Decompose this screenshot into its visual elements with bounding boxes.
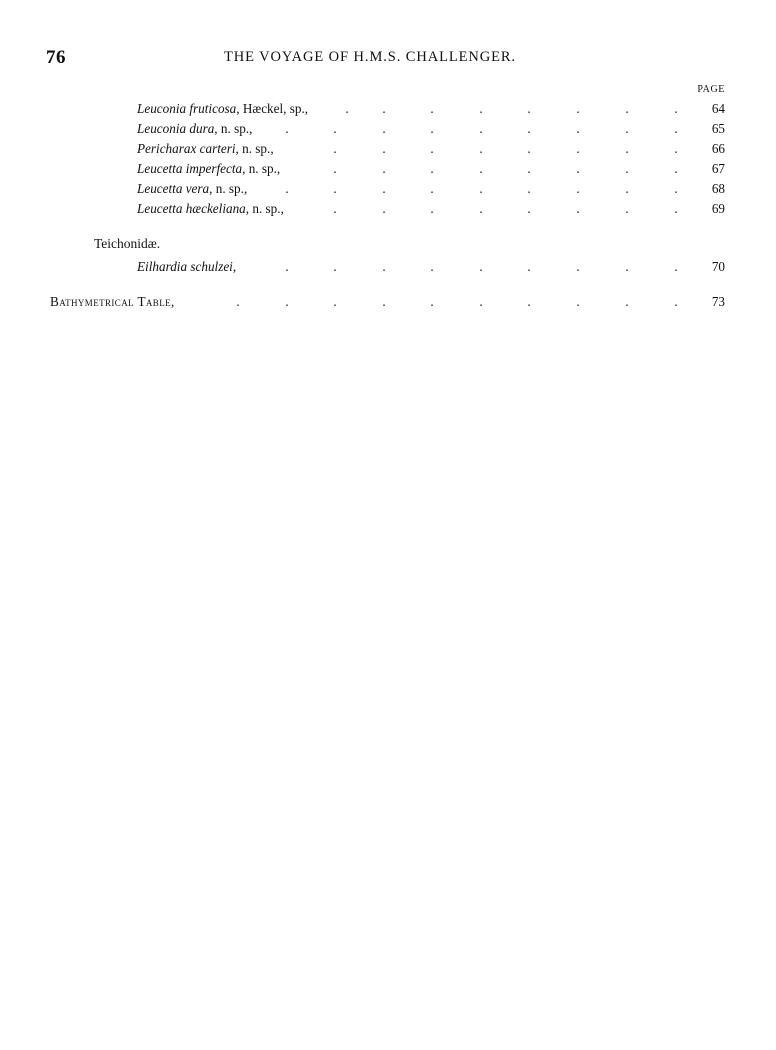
leader-dot: . <box>430 259 434 274</box>
leader-dot: . <box>576 294 580 309</box>
leader-dot: . <box>382 141 386 156</box>
species-name: Eilhardia schulzei <box>137 259 233 274</box>
leader-dot: . <box>625 161 629 176</box>
leader-dot: . <box>333 141 337 156</box>
leader-dot: . <box>382 161 386 176</box>
leader-dot: . <box>527 294 531 309</box>
leader-dot: . <box>625 121 629 136</box>
leader-dot: . <box>285 259 289 274</box>
leader-dot: . <box>430 101 434 116</box>
leader-dot: . <box>430 121 434 136</box>
leader-dot: . <box>674 294 678 309</box>
leader-dot: . <box>430 141 434 156</box>
running-title: THE VOYAGE OF H.M.S. CHALLENGER. <box>224 49 516 65</box>
toc-entry <box>0 179 776 199</box>
entry-suffix: , n. sp., <box>235 141 274 156</box>
leader-dot: . <box>576 259 580 274</box>
entry-suffix: , n. sp., <box>242 161 281 176</box>
leader-dot: . <box>674 201 678 216</box>
leader-dot: . <box>236 294 240 309</box>
leader-dot: . <box>479 181 483 196</box>
page-column-label: PAGE <box>697 84 725 95</box>
leader-dot: . <box>527 161 531 176</box>
page-number: 76 <box>46 47 66 68</box>
leader-dot: . <box>527 141 531 156</box>
leader-dot: . <box>430 181 434 196</box>
toc-entry <box>0 159 776 179</box>
species-name: Leuconia dura <box>137 121 215 136</box>
leader-dot: . <box>479 259 483 274</box>
toc-entry <box>0 199 776 219</box>
appendix-label: Bathymetrical Table, <box>50 294 175 309</box>
leader-dot: . <box>333 181 337 196</box>
toc-appendix-entry <box>0 292 776 312</box>
page-ref: 66 <box>711 141 725 156</box>
leader-dot: . <box>333 294 337 309</box>
leader-dot: . <box>430 161 434 176</box>
page-ref: 65 <box>711 121 725 136</box>
leader-dot: . <box>625 181 629 196</box>
toc-entry <box>0 257 776 277</box>
leader-dot: . <box>479 101 483 116</box>
leader-dot: . <box>674 259 678 274</box>
family-heading: Teichonidæ. <box>94 236 161 251</box>
leader-dot: . <box>479 201 483 216</box>
species-name: Leuconia fruticosa <box>137 101 237 116</box>
leader-dot: . <box>527 259 531 274</box>
leader-dot: . <box>527 121 531 136</box>
leader-dot: . <box>625 141 629 156</box>
leader-dot: . <box>479 161 483 176</box>
page-ref: 67 <box>711 161 725 176</box>
leader-dot: . <box>382 259 386 274</box>
leader-dot: . <box>333 259 337 274</box>
leader-dot: . <box>576 161 580 176</box>
entry-suffix: , n. sp., <box>245 201 284 216</box>
leader-dot: . <box>527 101 531 116</box>
leader-dot: . <box>674 121 678 136</box>
leader-dot: . <box>285 121 289 136</box>
leader-dot: . <box>333 201 337 216</box>
leader-dot: . <box>576 181 580 196</box>
leader-dot: . <box>527 181 531 196</box>
leader-dot: . <box>285 181 289 196</box>
leader-dot: . <box>674 161 678 176</box>
leader-dot: . <box>382 294 386 309</box>
leader-dot: . <box>527 201 531 216</box>
leader-dot: . <box>576 121 580 136</box>
leader-dot: . <box>674 181 678 196</box>
leader-dot: . <box>430 201 434 216</box>
leader-dot: . <box>576 101 580 116</box>
leader-dot: . <box>479 121 483 136</box>
species-name: Leucetta vera <box>137 181 210 196</box>
entry-suffix: , n. sp., <box>214 121 253 136</box>
species-name: Leucetta imperfecta <box>137 161 243 176</box>
leader-dot: . <box>674 141 678 156</box>
leader-dot: . <box>625 294 629 309</box>
page-ref: 70 <box>711 259 725 274</box>
leader-dot: . <box>625 201 629 216</box>
leader-dot: . <box>382 101 386 116</box>
leader-dot: . <box>345 101 349 116</box>
page-ref: 64 <box>711 101 725 116</box>
leader-dot: . <box>430 294 434 309</box>
toc-entry <box>0 139 776 159</box>
leader-dot: . <box>625 259 629 274</box>
toc-entry <box>0 99 776 119</box>
leader-dot: . <box>333 161 337 176</box>
entry-suffix: , Hæckel, sp., <box>236 101 309 116</box>
leader-dot: . <box>479 141 483 156</box>
species-name: Pericharax carteri <box>137 141 236 156</box>
page-ref: 68 <box>711 181 725 196</box>
species-name: Leucetta hæckeliana <box>137 201 246 216</box>
leader-dot: . <box>382 201 386 216</box>
leader-dot: . <box>382 121 386 136</box>
leader-dot: . <box>674 101 678 116</box>
page-ref: 73 <box>711 294 725 309</box>
leader-dot: . <box>333 121 337 136</box>
leader-dot: . <box>382 181 386 196</box>
page-ref: 69 <box>711 201 725 216</box>
leader-dot: . <box>285 294 289 309</box>
leader-dot: . <box>625 101 629 116</box>
entry-suffix: , <box>232 259 237 274</box>
leader-dot: . <box>576 201 580 216</box>
entry-suffix: , n. sp., <box>209 181 248 196</box>
leader-dot: . <box>479 294 483 309</box>
toc-entry <box>0 119 776 139</box>
leader-dot: . <box>576 141 580 156</box>
